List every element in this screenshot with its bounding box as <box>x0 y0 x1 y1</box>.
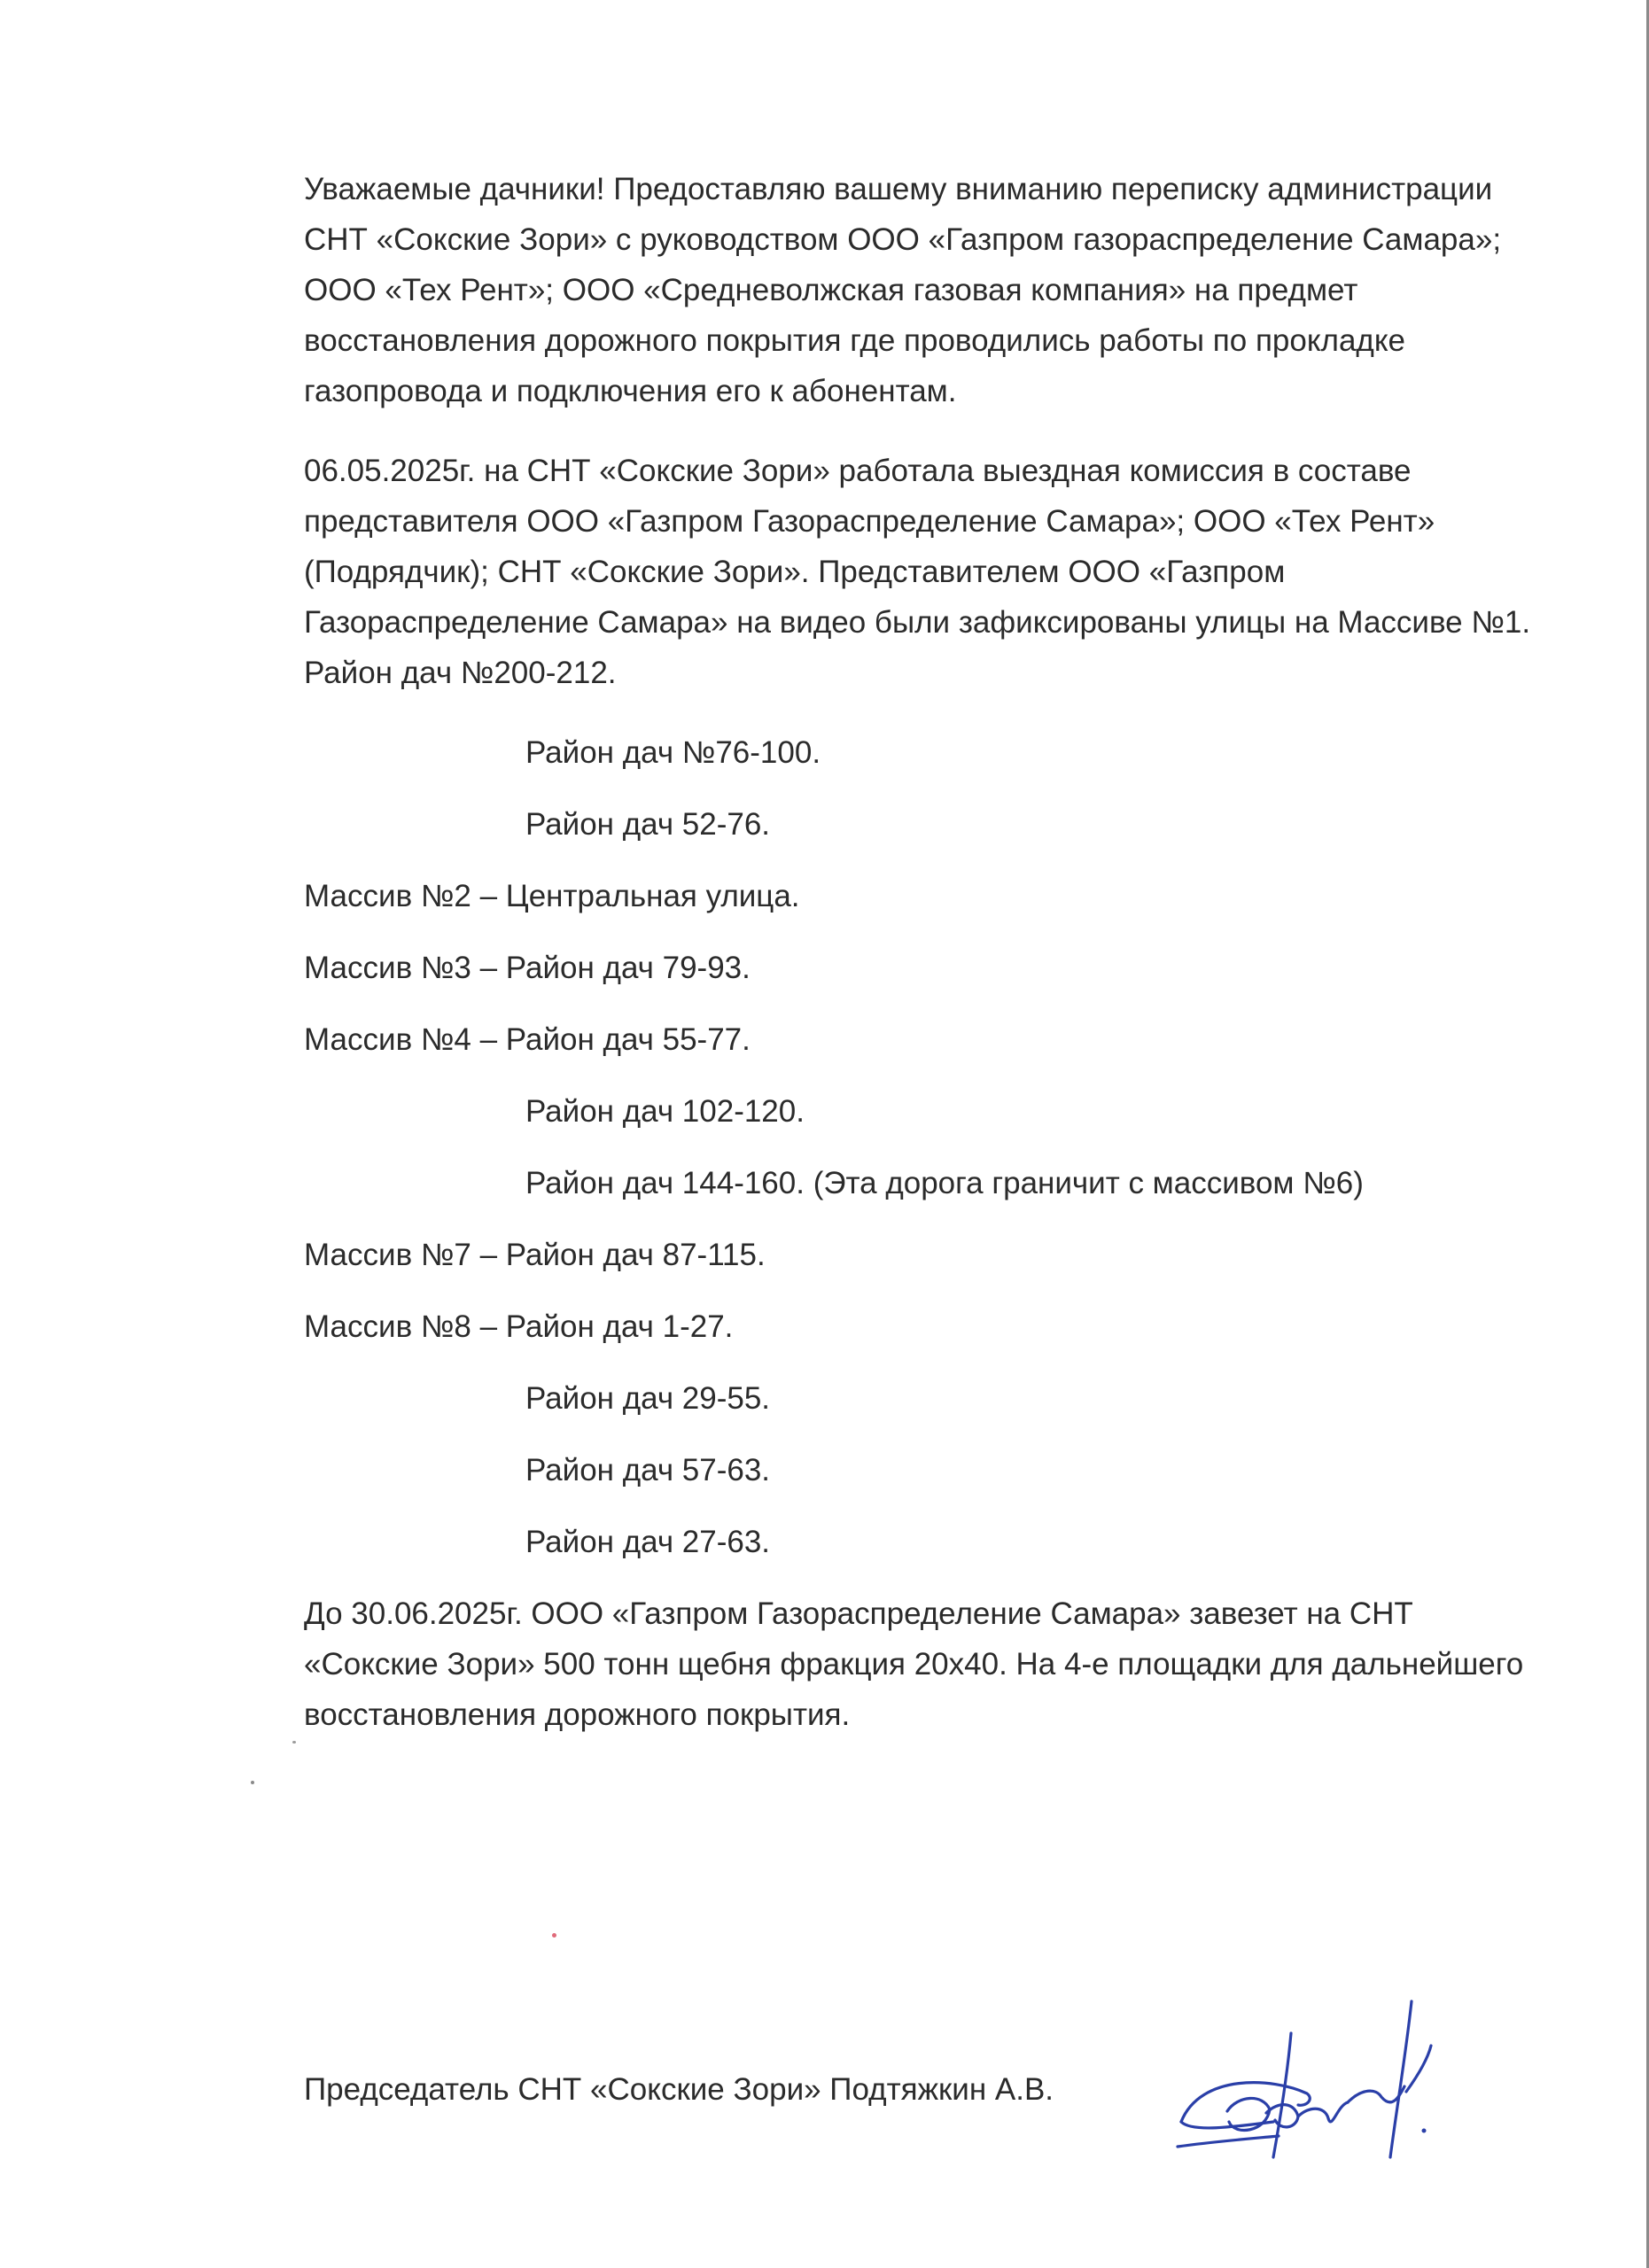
area-line: Район дач 29-55. <box>525 1381 771 1416</box>
area-line: Район дач 52-76. <box>525 807 771 842</box>
commission-paragraph: 06.05.2025г. на СНТ «Сокские Зори» работала выездная комиссия в составе представителя ООО «Газпром Газораспределение Самара»; ООО «Тех Рент» (Подрядчик); СНТ «Сокские Зори». Представителем ООО «Газпром Газораспределение Самара» на видео были зафиксированы улицы на Массиве №1. Район дач №200-212. <box>304 454 1531 690</box>
signature-icon <box>1174 1989 1440 2166</box>
area-line: Массив №3 – Район дач 79-93. <box>304 951 751 985</box>
gravel-paragraph: До 30.06.2025г. ООО «Газпром Газораспределение Самара» завезет на СНТ «Сокские Зори» 500 тонн щебня фракция 20х40. На 4-е площадки для дальнейшего восстановления дорожного покрытия. <box>304 1596 1524 1732</box>
area-line: Район дач 102-120. <box>525 1094 805 1129</box>
area-line: Район дач 57-63. <box>525 1453 771 1487</box>
scan-speck <box>251 1781 254 1784</box>
area-line: Район дач №76-100. <box>525 735 821 770</box>
scan-speck <box>552 1933 556 1938</box>
areas-list <box>304 727 1544 1567</box>
scan-speck <box>292 1741 296 1744</box>
area-line: Массив №7 – Район дач 87-115. <box>304 1238 766 1272</box>
area-line: Район дач 144-160. (Эта дорога граничит с массивом №6) <box>525 1166 1364 1200</box>
area-line: Район дач 27-63. <box>525 1525 771 1559</box>
area-line: Массив №4 – Район дач 55-77. <box>304 1022 751 1057</box>
intro-paragraph: Уважаемые дачники! Предоставляю вашему вниманию переписку администрации СНТ «Сокские Зори» с руководством ООО «Газпром газораспределение Самара»; ООО «Тех Рент»; ООО «Средневолжская газовая компания» на предмет восстановления дорожного покрытия где проводились работы по прокладке газопровода и подключения его к абонентам. <box>304 172 1502 408</box>
area-line: Массив №8 – Район дач 1-27. <box>304 1309 734 1344</box>
signatory-line: Председатель СНТ «Сокские Зори» Подтяжкин А.В. <box>304 2072 1054 2107</box>
letter-body <box>304 164 1544 1769</box>
area-line: Массив №2 – Центральная улица. <box>304 879 800 913</box>
